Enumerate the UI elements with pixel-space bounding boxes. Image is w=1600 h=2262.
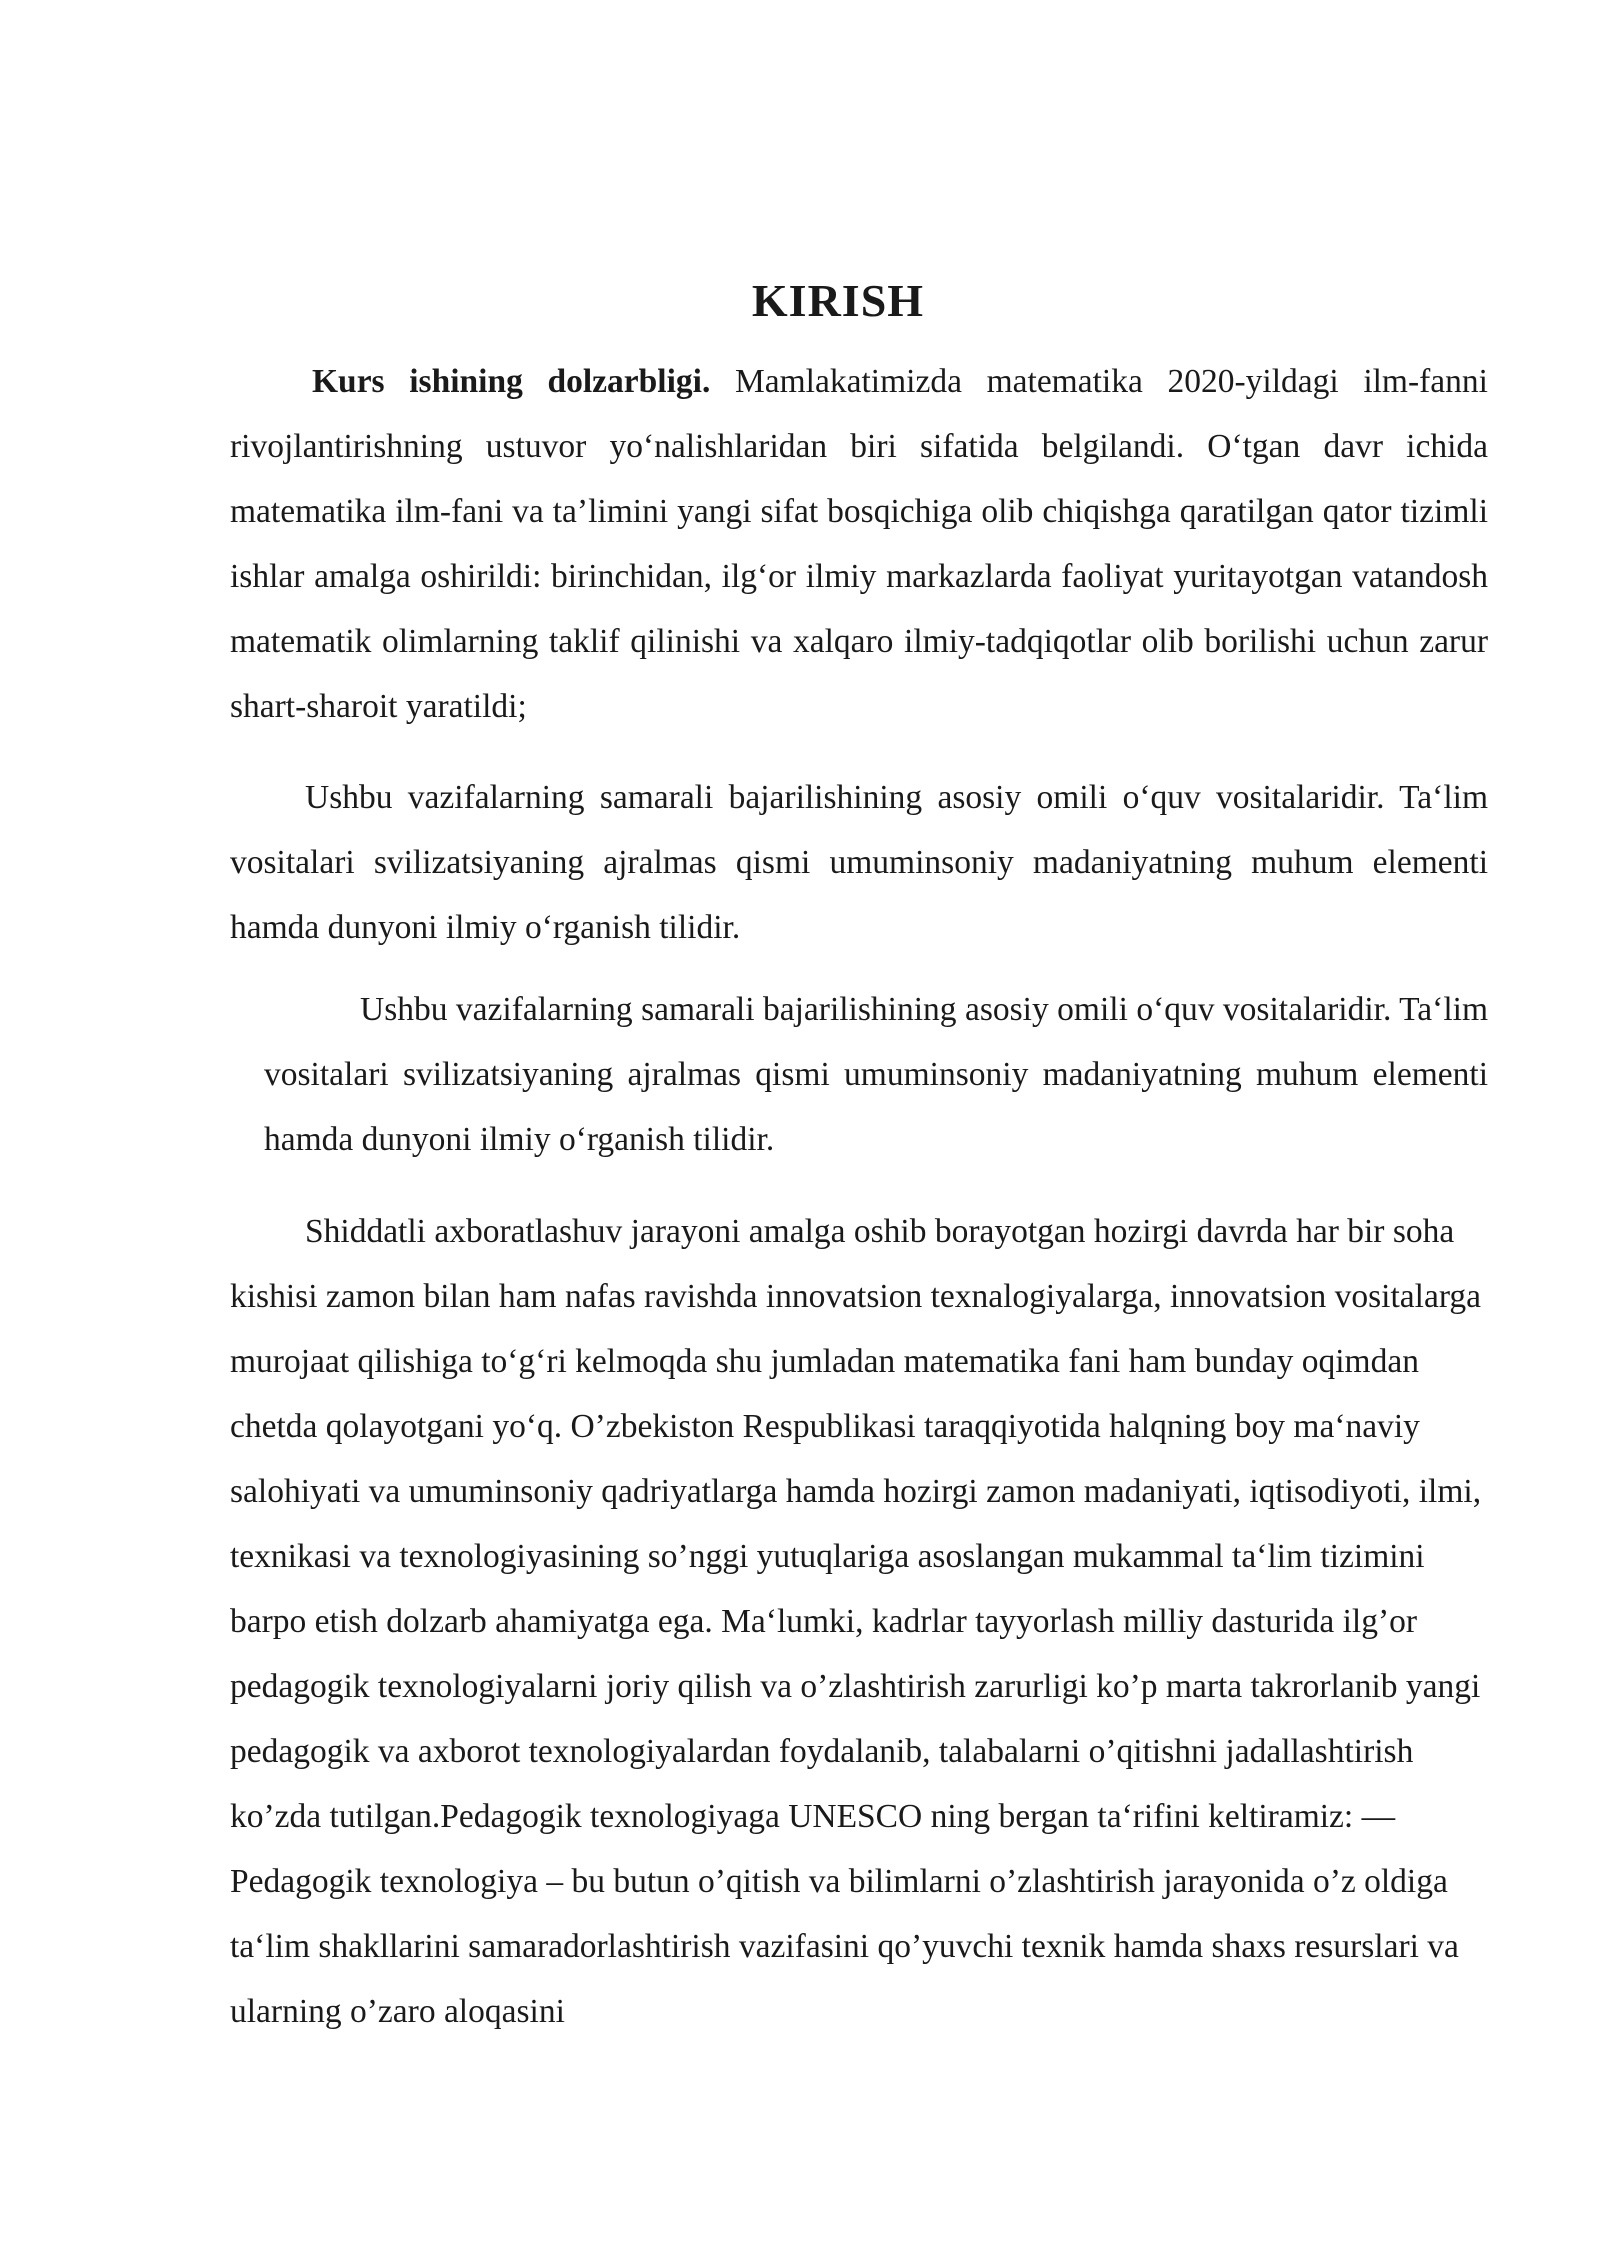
paragraph-lead: Kurs ishining dolzarbligi. bbox=[312, 363, 711, 400]
paragraph-text: Shiddatli axboratlashuv jarayoni amalga oshib borayotgan hozirgi davrda har bir soha kishisi zamon bilan ham nafas ravishda innovatsion texnalogiyalarga, innovatsion vositalarga murojaat qilishiga toʻgʻri kelmoqda shu jumladan matematika fani ham bunday oqimdan chetda qolayotgani yoʻq. O’zbekiston Respublikasi taraqqiyotida halqning boy maʻnaviy salohiyati va umuminsoniy qadriyatlarga hamda hozirgi zamon madaniyati, iqtisodiyoti, ilmi, texnikasi va texnologiyasining so’nggi yutuqlariga asoslangan mukammal taʻlim tizimini barpo etish dolzarb ahamiyatga ega. Maʻlumki, kadrlar tayyorlash milliy dasturida ilg’or pedagogik texnologiyalarni joriy qilish va o’zlashtirish zarurligi ko’p marta takrorlanib yangi pedagogik va axborot texnologiyalardan foydalanib, talabalarni o’qitishni jadallashtirish ko’zda tutilgan.Pedagogik texnologiyaga UNESCO ning bergan taʻrifini keltiramiz: —Pedagogik texnologiya – bu butun o’qitish va bilimlarni o’zlashtirish jarayonida o’z oldiga taʻlim shakllarini samaradorlashtirish vazifasini qo’yuvchi texnik hamda shaxs resurslari va ularning o’zaro aloqasini bbox=[230, 1213, 1482, 2030]
paragraph-text: Ushbu vazifalarning samarali bajarilishining asosiy omili oʻquv vositalaridir. Taʻlim vositalari svilizatsiyaning ajralmas qismi umuminsoniy madaniyatning muhum elementi hamda dunyoni ilmiy oʻrganish tilidir. bbox=[230, 779, 1488, 946]
paragraph-text: Ushbu vazifalarning samarali bajarilishining asosiy omili oʻquv vositalaridir. Taʻlim vositalari svilizatsiyaning ajralmas qismi umuminsoniy madaniyatning muhum elementi hamda dunyoni ilmiy oʻrganish tilidir. bbox=[264, 991, 1488, 1158]
paragraph-tasks bbox=[230, 765, 1488, 960]
page-title: KIRISH bbox=[751, 274, 925, 326]
paragraph-text: Mamlakatimizda matematika 2020-yildagi ilm-fanni rivojlantirishning ustuvor yoʻnalishlaridan biri sifatida belgilandi. Oʻtgan davr ichida matematika ilm-fani va ta’limini yangi sifat bosqichiga olib chiqishga qaratilgan qator tizimli ishlar amalga oshirildi: birinchidan, ilgʻor ilmiy markazlarda faoliyat yuritayotgan vatandosh matematik olimlarning taklif qilinishi va xalqaro ilmiy-tadqiqotlar olib borilishi uchun zarur shart-sharoit yaratildi; bbox=[230, 363, 1488, 725]
paragraph-tasks-repeat bbox=[264, 977, 1488, 1172]
paragraph-relevance bbox=[230, 349, 1488, 739]
paragraph-informatization bbox=[230, 1199, 1488, 2044]
